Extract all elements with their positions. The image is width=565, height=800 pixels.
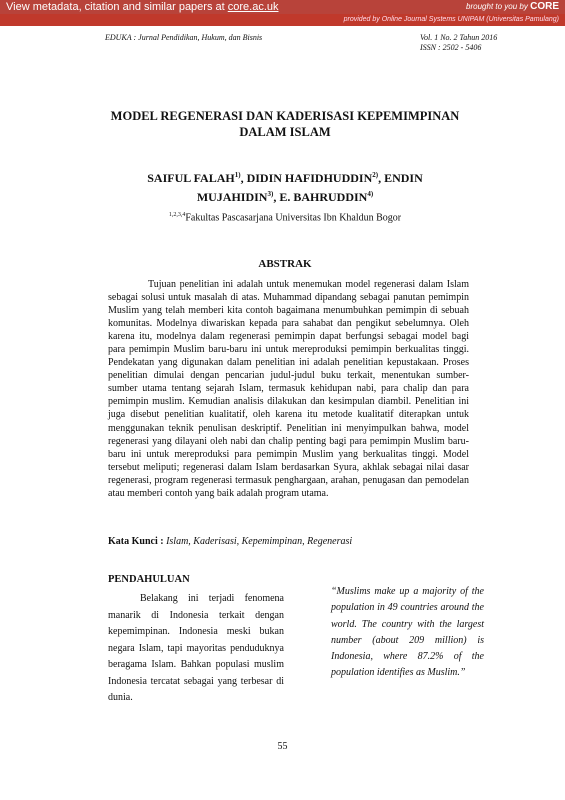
body-paragraph: Belakang ini terjadi fenomena manarik di Indonesia terkait dengan kepemimpinan. Indonesia meski bukan negara Islam, tapi mayoritas penduduknya beragama Islam. Bahkan populasi muslim Indonesia tercatat sebagai yang terbesar di dunia.	[108, 593, 284, 703]
page-number: 55	[277, 741, 288, 752]
core-logo[interactable]: CORE	[530, 1, 559, 12]
core-link-prefix: View metadata, citation and similar papers at	[6, 1, 228, 13]
affiliation	[100, 212, 470, 223]
abstract-heading: ABSTRAK	[258, 258, 312, 270]
core-ac-uk-link[interactable]: core.ac.uk	[227, 1, 279, 13]
affiliation-text: Fakultas Pascasarjana Universitas Ibn Khaldun Bogor	[185, 212, 402, 224]
paper-title: MODEL REGENERASI DAN KADERISASI KEPEMIMPINAN DALAM ISLAM	[110, 109, 460, 139]
author-sup: 1)	[234, 171, 241, 179]
author-name: DIDIN HAFIDHUDDIN	[246, 171, 373, 185]
volume-header	[420, 33, 497, 53]
abstract-text: Tujuan penelitian ini adalah untuk menemukan model regenerasi dalam Islam sebagai solusi untuk masalah di atas. Muhammad dipandang sebagai panutan pemimpin Muslim yang telah memberi kita contoh bagaimana menumbuhkan pemimpin di sebuah komunitas. Modelnya diwariskan kepada para sahabat dan pengikut sebelumnya. Oleh karena itu, modelnya dalam regenerasi pemimpin dapat berfungsi sebagai model bagi para pemimpin Muslim baru-baru ini untuk mereproduksi pemimpin berkualitas tinggi. Pendekatan yang digunakan dalam penelitian ini adalah penelitian kepustakaan. Proses penelitian dimulai dengan pencarian judul-judul buku terkait, menentukan sumber-sumber utama tentang sejarah Islam, termasuk kehidupan nabi, para chalip dan para pemimpin muslim. Kemudian analisis dilakukan dan kesimpulan diambil. Penelitian ini juga disebut penelitian kualitatif, oleh karena itu metode kualitatif diterapkan untuk menggunakan teknik penulisan deskriptif. Penelitian ini menyimpulkan bahwa, model regenerasi yang dilayani oleh nabi dan chalip penting bagi para pemimpin Muslim baru-baru ini untuk mereproduksi para pemimpin Muslim yang berkualitas tinggi. Model tersebut meliputi; regenerasi dalam Islam berdasarkan Syura, akhlak sebagai nilai dasar regenerasi, program regenerasi termasuk penghargaan, arahan, penugasan dan pemodelan atau memberi contoh yang baik adalah program utama.	[108, 279, 469, 499]
core-brought-text: brought to you by	[466, 2, 528, 11]
author-sup: 3)	[267, 190, 274, 198]
author-separator: ,	[273, 190, 280, 204]
core-brought-by[interactable]	[466, 1, 559, 12]
pull-quote: “Muslims make up a majority of the population in 49 countries around the world. The country with the largest number (about 209 million) is Indonesia, where 87.2% of the population identifies as Muslim.”	[331, 586, 484, 679]
keywords-label: Kata Kunci :	[108, 536, 164, 547]
volume-info: Vol. 1 No. 2 Tahun 2016	[420, 33, 498, 42]
keywords-text: Islam, Kaderisasi, Kepemimpinan, Regenerasi	[163, 536, 353, 547]
author-separator: ,	[378, 171, 385, 185]
journal-header: EDUKA : Jurnal Pendidikan, Hukum, dan Bisnis	[105, 33, 263, 42]
section-heading: PENDAHULUAN	[108, 574, 190, 585]
affiliation-sup: 1,2,3,4	[168, 212, 186, 218]
author-list	[110, 167, 460, 205]
core-provided-by[interactable]: provided by Online Journal Systems UNIPAM (Universitas Pamulang)	[343, 16, 559, 23]
author-name: E. BAHRUDDIN	[279, 190, 368, 204]
keywords	[108, 536, 352, 547]
author-sup: 4)	[367, 190, 374, 198]
author-name: SAIFUL FALAH	[147, 171, 235, 185]
issn-info: ISSN : 2502 - 5406	[420, 43, 482, 52]
author-name: ENDIN MUJAHIDIN	[196, 171, 423, 204]
core-metadata-link[interactable]	[6, 1, 279, 13]
author-separator: ,	[240, 171, 247, 185]
author-sup: 2)	[372, 171, 379, 179]
